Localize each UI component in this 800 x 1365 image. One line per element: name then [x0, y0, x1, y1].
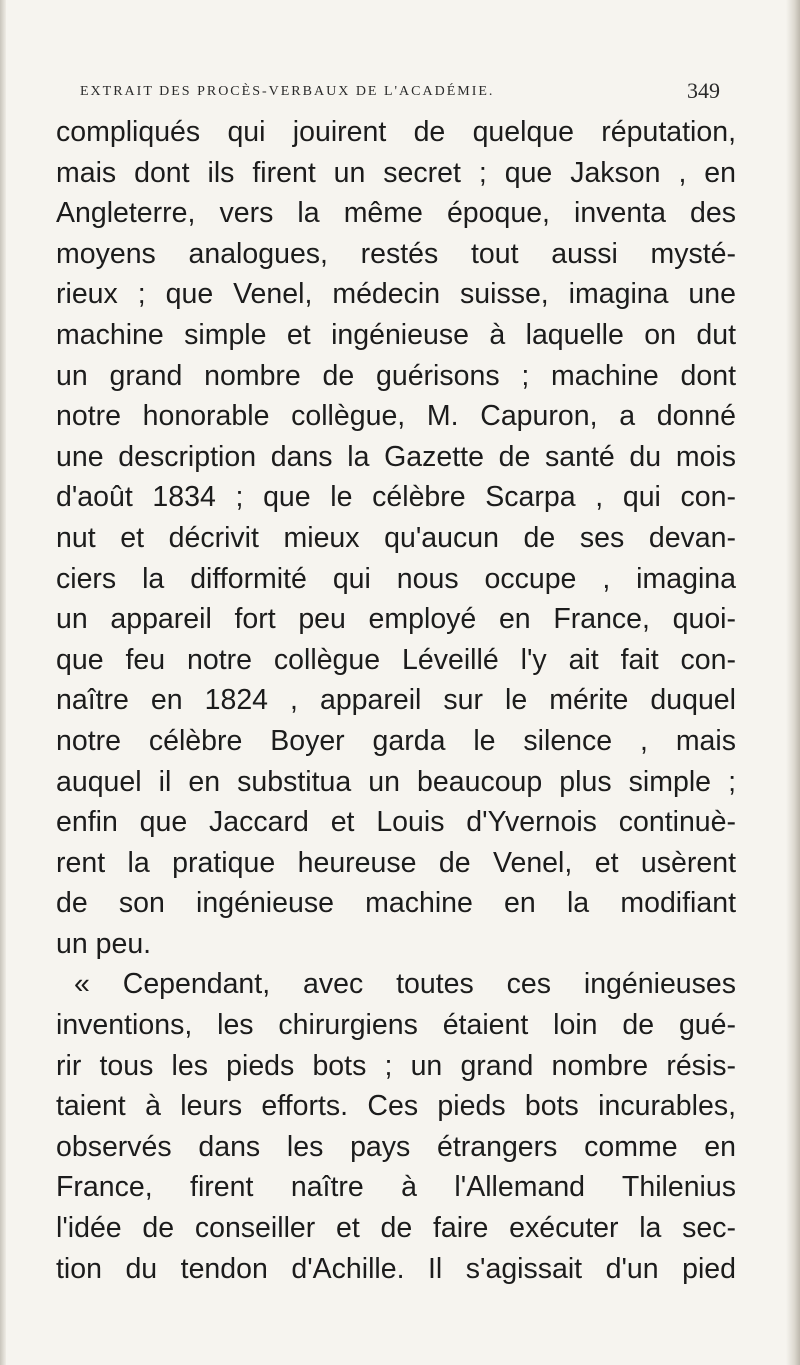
text-line: taient à leurs efforts. Ces pieds bots incurables,	[56, 1090, 736, 1123]
text-line: un appareil fort peu employé en France, quoi-	[56, 603, 736, 636]
text-line: inventions, les chirurgiens étaient loin de gué-	[56, 1009, 736, 1042]
running-head-title: EXTRAIT DES PROCÈS-VERBAUX DE L'ACADÉMIE.	[80, 84, 495, 99]
text-line: naître en 1824 , appareil sur le mérite duquel	[56, 684, 736, 717]
text-line: de son ingénieuse machine en la modifiant	[56, 887, 736, 920]
text-line: France, firent naître à l'Allemand Thilenius	[56, 1171, 736, 1204]
text-line: observés dans les pays étrangers comme en	[56, 1130, 736, 1163]
text-line: notre célèbre Boyer garda le silence , mais	[56, 724, 736, 757]
page-right-edge	[786, 0, 800, 1365]
text-line: enfin que Jaccard et Louis d'Yvernois continuè-	[56, 806, 736, 839]
text-line: rir tous les pieds bots ; un grand nombre résis-	[56, 1049, 736, 1082]
text-line: moyens analogues, restés tout aussi mysté-	[56, 237, 736, 270]
text-line: tion du tendon d'Achille. Il s'agissait d'un pied	[56, 1252, 736, 1285]
body-text	[56, 112, 736, 1289]
text-line: machine simple et ingénieuse à laquelle on dut	[56, 318, 736, 351]
text-line: auquel il en substitua un beaucoup plus simple ;	[56, 765, 736, 798]
text-line: ciers la difformité qui nous occupe , imagina	[56, 562, 736, 595]
paragraph-start-line: « Cependant, avec toutes ces ingénieuses	[74, 968, 736, 1001]
text-line: un grand nombre de guérisons ; machine dont	[56, 359, 736, 392]
text-line: nut et décrivit mieux qu'aucun de ses devan-	[56, 521, 736, 554]
text-line: mais dont ils firent un secret ; que Jakson , en	[56, 156, 736, 189]
text-line: rieux ; que Venel, médecin suisse, imagina une	[56, 278, 736, 311]
running-head	[80, 78, 720, 106]
text-line: Angleterre, vers la même époque, inventa des	[56, 197, 736, 230]
text-line: compliqués qui jouirent de quelque réputation,	[56, 116, 736, 148]
text-line: d'août 1834 ; que le célèbre Scarpa , qui con-	[56, 481, 736, 514]
page-left-edge	[0, 0, 6, 1365]
text-line: que feu notre collègue Léveillé l'y ait fait con-	[56, 643, 736, 676]
text-line: un peu.	[56, 927, 152, 960]
page-number: 349	[687, 78, 720, 103]
text-line: rent la pratique heureuse de Venel, et usèrent	[56, 846, 736, 879]
text-line: l'idée de conseiller et de faire exécuter la sec-	[56, 1212, 736, 1245]
text-line: notre honorable collègue, M. Capuron, a donné	[56, 400, 736, 433]
text-line: une description dans la Gazette de santé du mois	[56, 440, 736, 473]
